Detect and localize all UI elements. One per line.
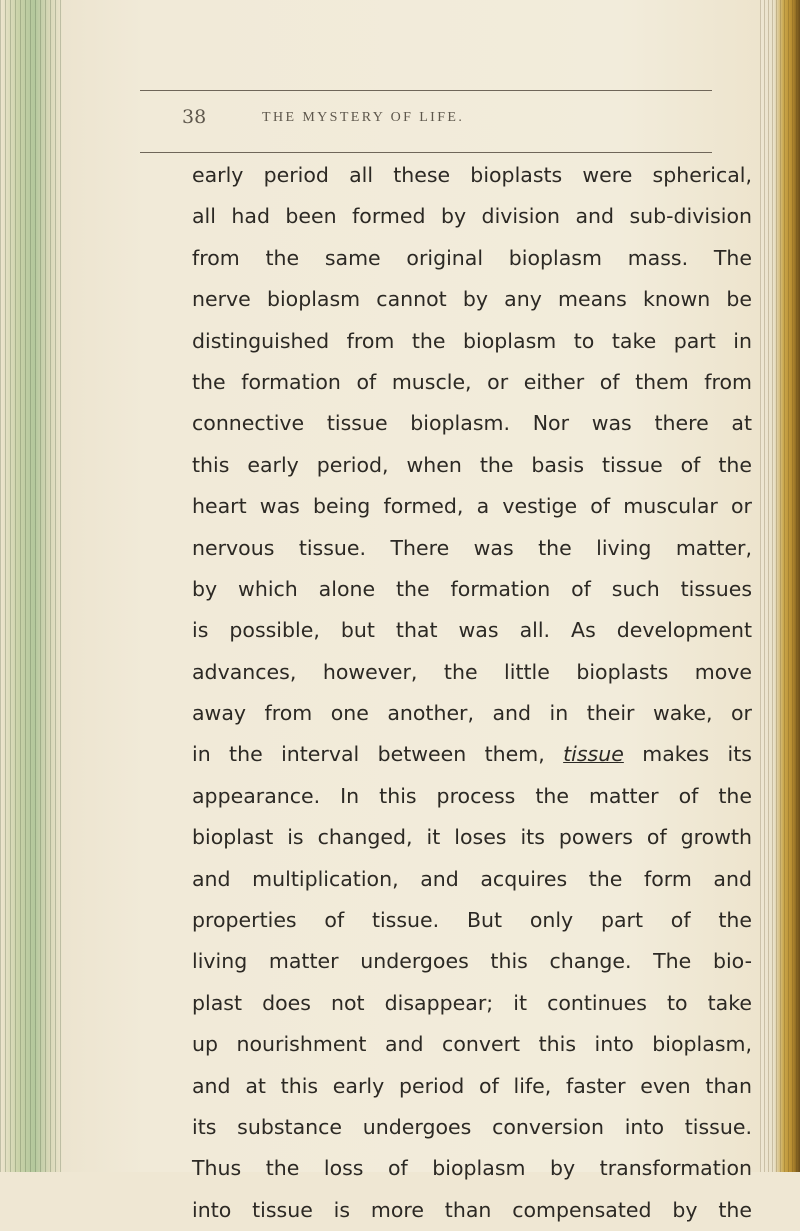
text-line: away from one another, and in their wake, or bbox=[192, 701, 752, 726]
text-line: all had been formed by division and sub-division bbox=[192, 204, 752, 229]
text-line: up nourishment and convert this into bioplasm, bbox=[192, 1032, 752, 1057]
text-line: appearance. In this process the matter of the bbox=[192, 783, 752, 808]
text-line: heart was being formed, a vestige of muscular or bbox=[192, 494, 752, 519]
page-number: 38 bbox=[182, 106, 207, 128]
italic-word: tissue bbox=[563, 742, 624, 767]
header-rule-top bbox=[140, 90, 712, 91]
text-line: living matter undergoes this change. The bio- bbox=[192, 949, 752, 974]
text-line: advances, however, the little bioplasts move bbox=[192, 659, 752, 684]
text-line: by which alone the formation of such tissues bbox=[192, 576, 752, 601]
text-line: from the same original bioplasm mass. The bbox=[192, 245, 752, 270]
text-line: early period all these bioplasts were spherical, bbox=[192, 163, 752, 187]
text-line: plast does not disappear; it continues to take bbox=[192, 990, 752, 1015]
text-line: the formation of muscle, or either of them from bbox=[192, 369, 752, 394]
text-line: Thus the loss of bioplasm by transformation bbox=[192, 1156, 752, 1181]
header-rule-bottom bbox=[140, 152, 712, 153]
text-line: its substance undergoes conversion into tissue. bbox=[192, 1114, 752, 1139]
text-line: properties of tissue. But only part of the bbox=[192, 908, 752, 933]
line-end: makes its bbox=[642, 742, 752, 767]
text-line: this early period, when the basis tissue of the bbox=[192, 452, 752, 477]
book-edge-texture bbox=[760, 0, 800, 1172]
running-title: THE MYSTERY OF LIFE. bbox=[262, 110, 465, 125]
text-line: and at this early period of life, faster even than bbox=[192, 1073, 752, 1098]
text-line: nerve bioplasm cannot by any means known be bbox=[192, 287, 752, 312]
text-line: nervous tissue. There was the living matter, bbox=[192, 535, 752, 560]
line-start: in the interval between them, bbox=[192, 742, 545, 767]
text-line: bioplast is changed, it loses its powers of growth bbox=[192, 825, 752, 850]
text-line: is possible, but that was all. As development bbox=[192, 618, 752, 643]
text-line: into tissue is more than compensated by the bbox=[192, 1197, 752, 1222]
page-header bbox=[152, 106, 712, 136]
text-line: and multiplication, and acquires the form and bbox=[192, 866, 752, 891]
text-line-with-italic bbox=[192, 734, 752, 775]
text-line: distinguished from the bioplasm to take part in bbox=[192, 328, 752, 353]
text-line: connective tissue bioplasm. Nor was there at bbox=[192, 411, 752, 436]
gutter-texture bbox=[0, 0, 62, 1172]
body-text bbox=[192, 155, 752, 1231]
